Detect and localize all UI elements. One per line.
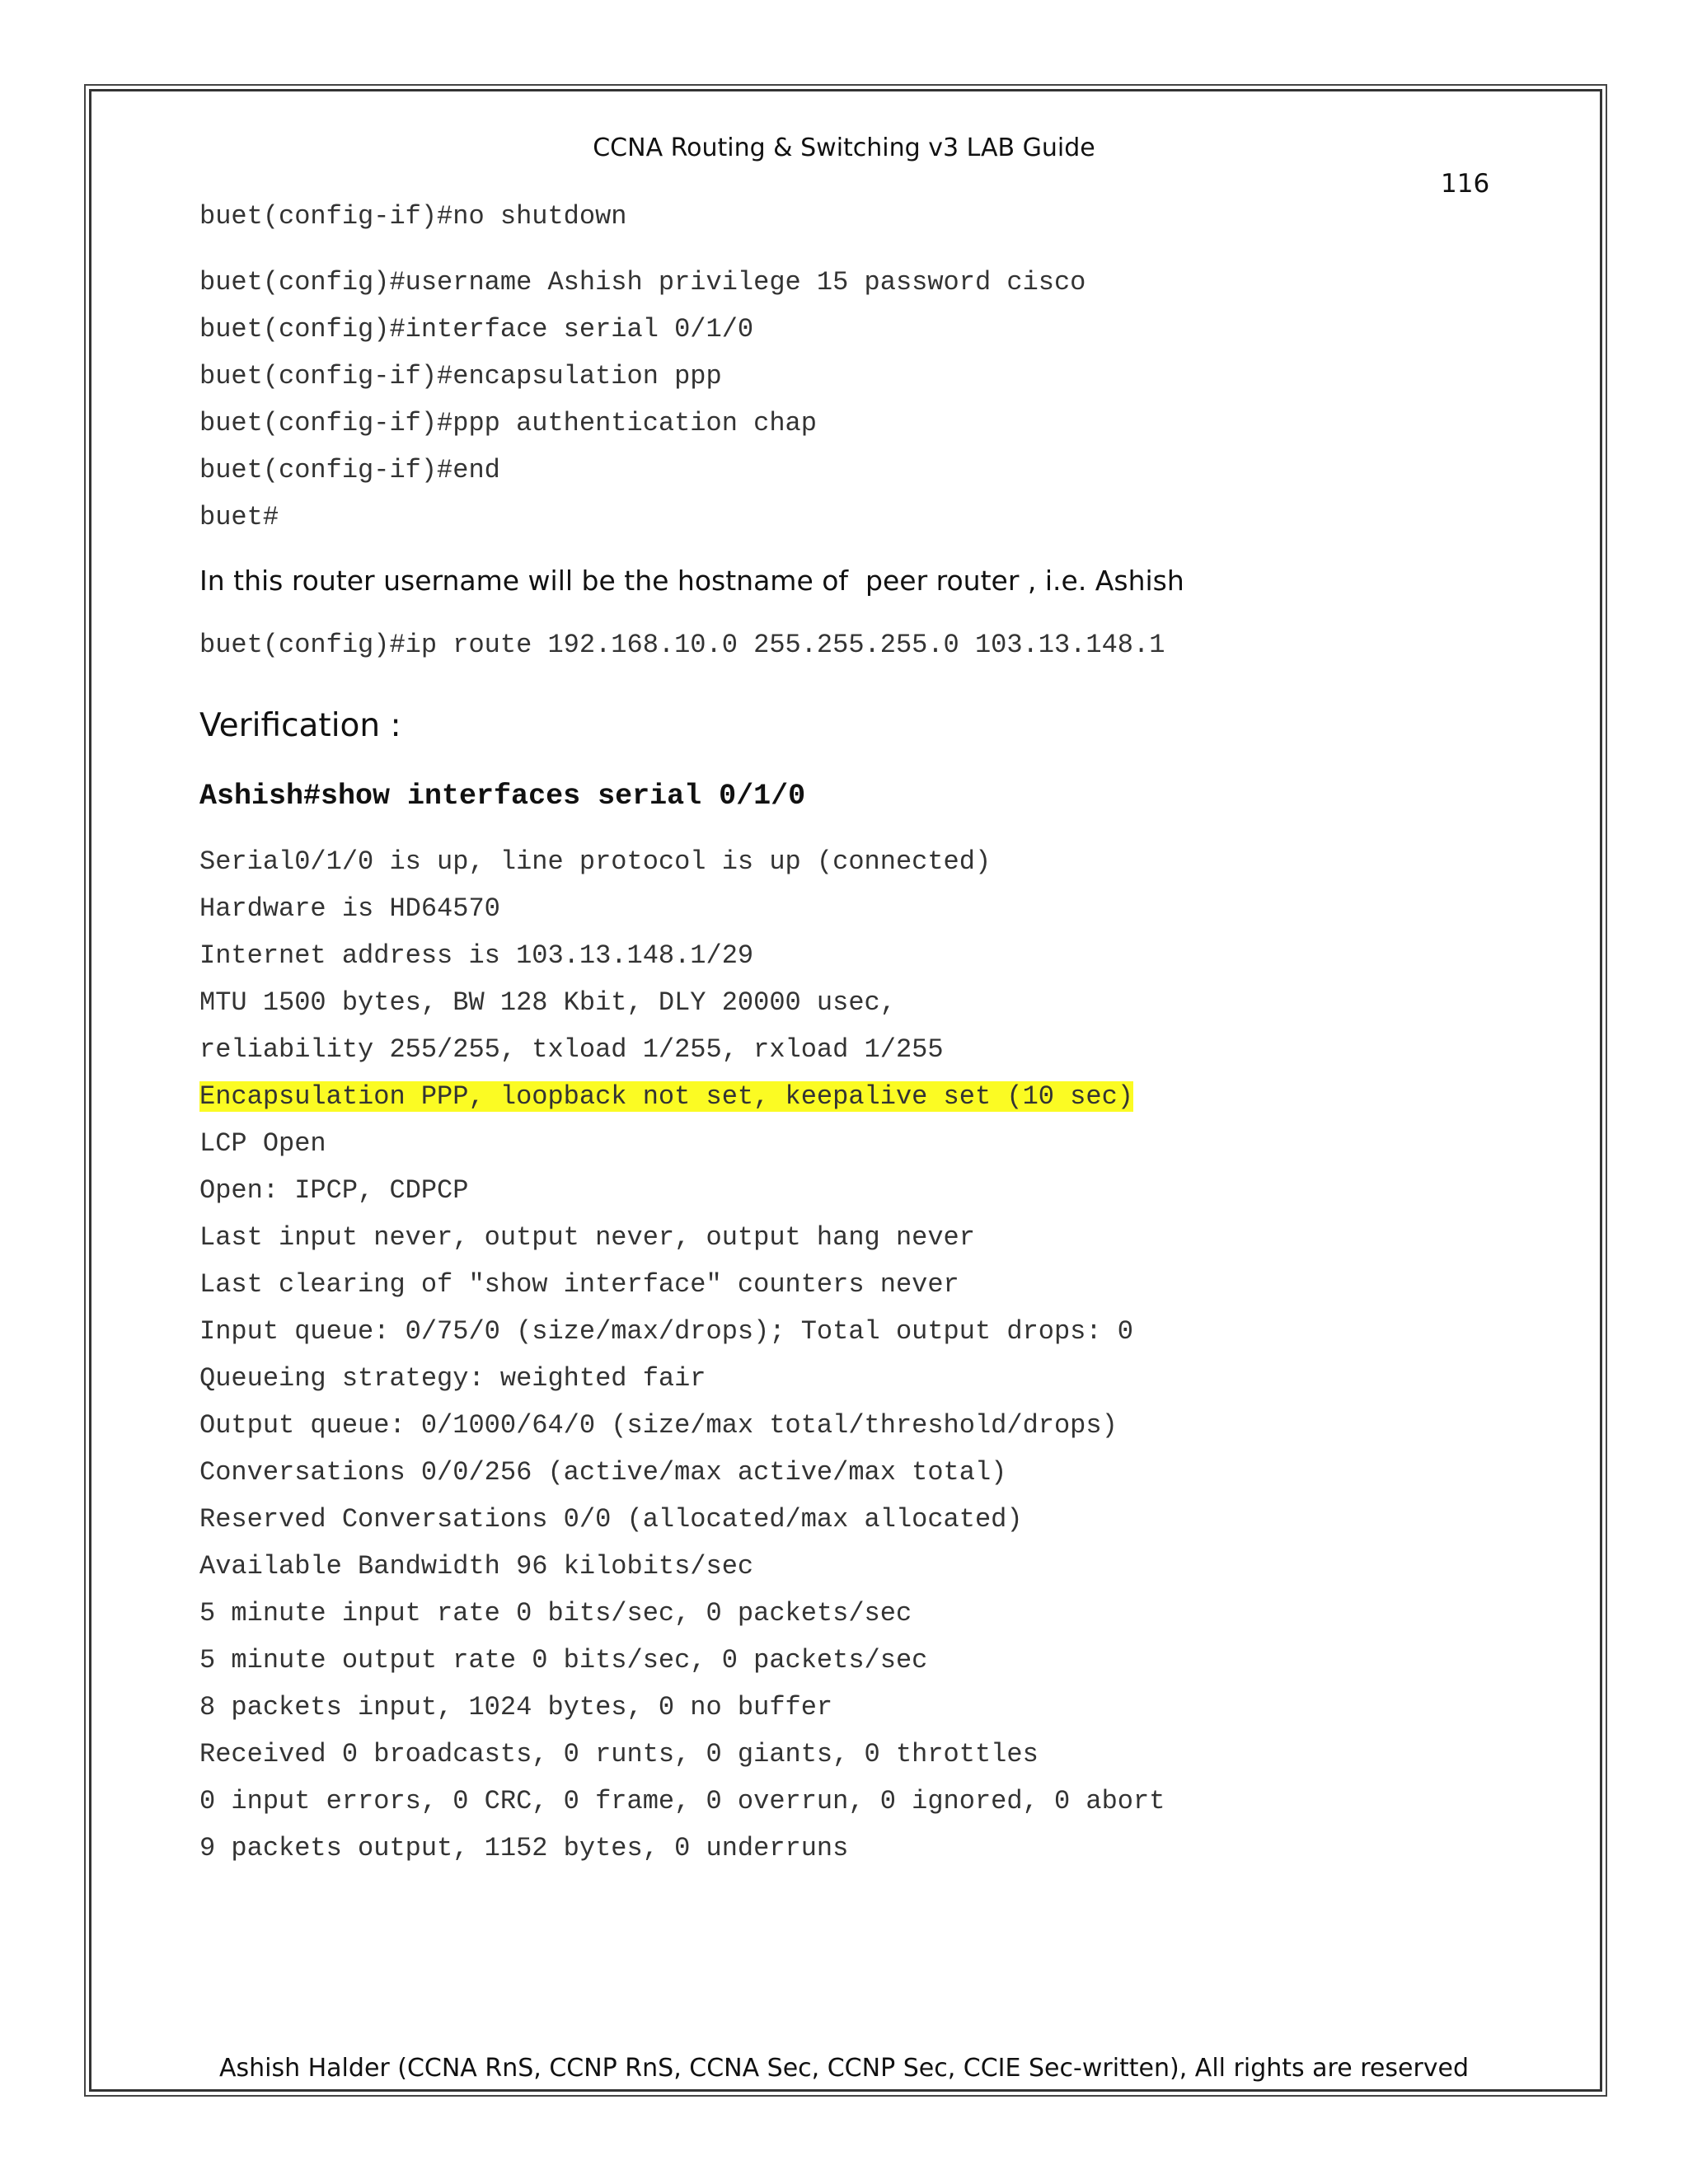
output-line: MTU 1500 bytes, BW 128 Kbit, DLY 20000 usec, [199, 987, 896, 1018]
config-line: buet(config-if)#encapsulation ppp [199, 361, 722, 391]
page-header-title: CCNA Routing & Switching v3 LAB Guide [593, 134, 1095, 162]
config-line: buet(config-if)#end [199, 455, 500, 485]
output-line: LCP Open [199, 1128, 326, 1159]
page-number: 116 [1441, 169, 1490, 199]
output-line: reliability 255/255, txload 1/255, rxload 1/255 [199, 1034, 944, 1065]
config-line: buet(config)#username Ashish privilege 15 password cisco [199, 267, 1086, 298]
output-line: Received 0 broadcasts, 0 runts, 0 giants, 0 throttles [199, 1739, 1039, 1769]
output-line: 8 packets input, 1024 bytes, 0 no buffer [199, 1692, 833, 1722]
highlighted-output-line [199, 1080, 1133, 1113]
output-line: 0 input errors, 0 CRC, 0 frame, 0 overrun, 0 ignored, 0 abort [199, 1786, 1165, 1816]
output-line: 9 packets output, 1152 bytes, 0 underruns [199, 1833, 849, 1863]
route-command-line: buet(config)#ip route 192.168.10.0 255.255.255.0 103.13.148.1 [199, 630, 1165, 660]
output-line: 5 minute output rate 0 bits/sec, 0 packets/sec [199, 1645, 928, 1675]
output-line: Last clearing of "show interface" counters never [199, 1269, 959, 1300]
output-line: Conversations 0/0/256 (active/max active/max total) [199, 1457, 1007, 1488]
output-line: Queueing strategy: weighted fair [199, 1363, 706, 1394]
output-line: Reserved Conversations 0/0 (allocated/max allocated) [199, 1504, 1023, 1535]
output-line: Internet address is 103.13.148.1/29 [199, 940, 754, 971]
show-command: Ashish#show interfaces serial 0/1/0 [199, 780, 806, 813]
explanatory-note: In this router username will be the hostname of peer router , i.e. Ashish [199, 565, 1184, 597]
output-line: Output queue: 0/1000/64/0 (size/max total/threshold/drops) [199, 1410, 1118, 1441]
output-line: Hardware is HD64570 [199, 893, 500, 924]
config-line: buet# [199, 502, 279, 532]
config-line: buet(config)#interface serial 0/1/0 [199, 314, 754, 344]
output-line: Available Bandwidth 96 kilobits/sec [199, 1551, 754, 1582]
verification-heading: Verification : [199, 707, 401, 744]
output-line: Open: IPCP, CDPCP [199, 1175, 469, 1206]
output-line: 5 minute input rate 0 bits/sec, 0 packets/sec [199, 1598, 912, 1629]
config-line: buet(config-if)#ppp authentication chap [199, 408, 817, 438]
config-line: buet(config-if)#no shutdown [199, 201, 627, 232]
output-line: Serial0/1/0 is up, line protocol is up (connected) [199, 846, 992, 877]
output-line: Input queue: 0/75/0 (size/max/drops); Total output drops: 0 [199, 1316, 1133, 1347]
output-line: Last input never, output never, output hang never [199, 1222, 975, 1253]
page-footer: Ashish Halder (CCNA RnS, CCNP RnS, CCNA Sec, CCNP Sec, CCIE Sec-written), All rights are reserved [218, 2054, 1470, 2083]
highlight-mark: Encapsulation PPP, loopback not set, keepalive set (10 sec) [199, 1081, 1133, 1112]
